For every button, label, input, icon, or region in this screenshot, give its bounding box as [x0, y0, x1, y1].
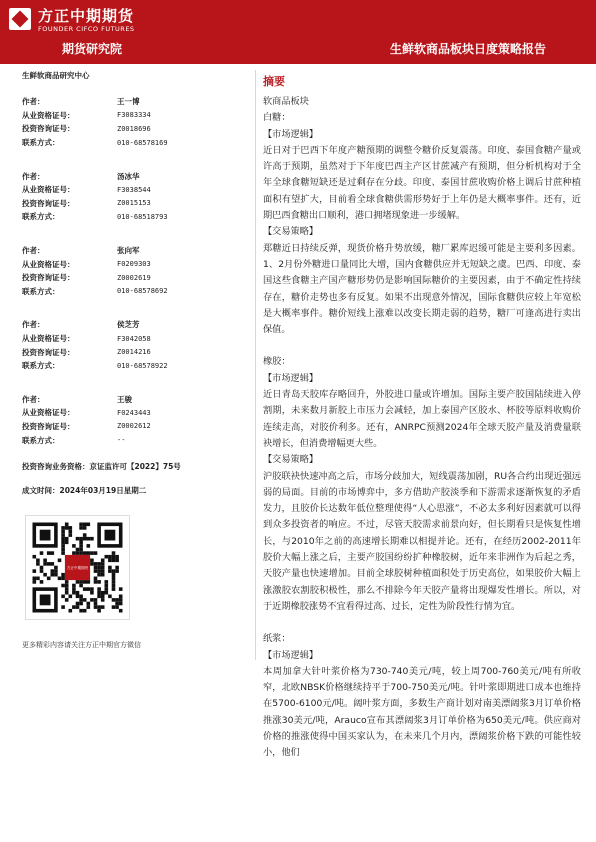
abstract-body — [263, 94, 581, 762]
abstract-paragraph: 【交易策略】 — [263, 454, 319, 466]
author-list — [22, 95, 242, 447]
author-block — [22, 244, 242, 298]
author-name: 王骏 — [117, 394, 132, 404]
author-name: 张向军 — [117, 246, 140, 256]
author-sidebar — [22, 70, 242, 467]
paragraph-gap — [263, 615, 581, 631]
author-info-label: 从业资格证号： — [22, 334, 75, 344]
abstract-paragraph: 近日青岛天胶库存略回升，外胶进口量或许增加。国际主要产胶国陆续进入停割期，未来数月新胶上市压力会减轻，加上泰国产区胶水、杯胶等原料收购价连续走高，对胶价利多。还有，ANRPC预测2024年全球天胶产量及消费量联袂增长，但消费增幅更大些。 — [263, 389, 581, 449]
author-info-value: F3083334 — [117, 111, 151, 120]
author-info-label: 联系方式： — [22, 286, 60, 296]
author-info-value: Z0015153 — [117, 199, 151, 208]
author-info-label: 联系方式： — [22, 435, 60, 445]
author-info-label: 联系方式： — [22, 212, 60, 222]
author-info-label: 投资咨询证号： — [22, 273, 75, 283]
company-name-cn: 方正中期期货 — [38, 7, 135, 25]
author-info-row — [22, 420, 242, 434]
author-info-value: 010-68578169 — [117, 138, 168, 147]
author-info-label: 联系方式： — [22, 138, 60, 148]
author-name: 汤冰华 — [117, 171, 140, 181]
author-info-row — [22, 285, 242, 299]
author-info-row — [22, 183, 242, 197]
author-info-value: F0209303 — [117, 260, 151, 269]
qr-logo-text: 方正中期期货 — [66, 565, 89, 570]
department-name: 期货研究院 — [62, 42, 123, 56]
author-info-row — [22, 406, 242, 420]
author-info-row — [22, 210, 242, 224]
author-info-label: 联系方式： — [22, 361, 60, 371]
author-block — [22, 318, 242, 372]
paragraph-gap — [263, 338, 581, 354]
column-divider — [255, 70, 256, 660]
author-info-label: 投资咨询证号： — [22, 421, 75, 431]
author-info-value: Z0002619 — [117, 273, 151, 282]
author-info-row — [22, 169, 242, 183]
abstract-paragraph: 纸浆： — [263, 633, 291, 645]
report-date: 成文时间：2024年03月19日星期二 — [22, 486, 147, 495]
author-info-row — [22, 332, 242, 346]
author-info-value: F3042058 — [117, 334, 151, 343]
author-info-row — [22, 359, 242, 373]
license-info: 投资咨询业务资格：京证监许可【2022】75号 — [22, 462, 181, 471]
author-info-row — [22, 122, 242, 136]
author-info-value: 010-68518793 — [117, 212, 168, 221]
author-info-value: 010-68578692 — [117, 287, 168, 296]
author-info-value: 010-68578922 — [117, 361, 168, 370]
author-info-label: 从业资格证号： — [22, 110, 75, 120]
abstract-paragraph: 郑糖近日持续反弹，现货价格升势放缓，糖厂累库迟缓可能是主要利多因素。1、2月份外糖进口量同比大增，国内食糖供应并无短缺之虞。巴西、印度、泰国这些食糖主产国产糖形势仍是影响国际糖价的主要因素，由于不确定性持续存在，糖价走势也多有反复。如果不出现意外情况，国际食糖供应较上年宽松是大概率事件。糖价短线上涨难以改变长期走弱的趋势，糖厂可逢高进行卖出保值。 — [263, 242, 581, 336]
abstract-paragraph: 沪胶联袂快速冲高之后，市场分歧加大，短线震荡加剧，RU各合约出现近强远弱的局面。目前的市场博弈中，多方借助产胶淡季和下游需求逐渐恢复的矛盾发力，且胶价长达数年低位整理使得“人心思涨”，不必太多利好因素就可以得到众多投资者的响应。不过，尽管天胶需求前景向好，但长期看只是恢复性增长，与2010年之前的高速增长期难以相提并论。还有，在经历2002-2011年胶价大幅上涨之后，主要产胶国纷纷扩种橡胶树，近年来非洲作为后起之秀，天胶产量也快速增加。目前全球胶树种植面积处于历史高位，如果胶价大幅上涨激胶农割胶积极性，那么不排除今年天胶产量将出现爆发性增长。所以，对于近期橡胶涨势不宜看得过高、过长，定性为阶段性行情为宜。 — [263, 470, 581, 612]
author-block — [22, 95, 242, 149]
author-info-label: 作者： — [22, 97, 45, 107]
company-name-en: FOUNDER CIFCO FUTURES — [38, 25, 135, 33]
qr-caption: 更多精彩内容请关注方正中期官方微信 — [22, 641, 141, 649]
author-info-label: 从业资格证号： — [22, 259, 75, 269]
abstract-paragraph: 【交易策略】 — [263, 226, 319, 238]
abstract-paragraph: 【市场逻辑】 — [263, 128, 319, 140]
report-header — [0, 0, 596, 64]
abstract-section — [263, 74, 581, 762]
author-info-row — [22, 109, 242, 123]
author-info-label: 作者： — [22, 320, 45, 330]
author-info-row — [22, 433, 242, 447]
author-info-value: Z0014216 — [117, 348, 151, 357]
abstract-paragraph: 软商品板块 — [263, 96, 309, 107]
author-info-label: 作者： — [22, 394, 45, 404]
wechat-qr-code-icon — [25, 515, 130, 620]
author-info-row — [22, 257, 242, 271]
report-title: 生鲜软商品板块日度策略报告 — [389, 42, 546, 56]
author-info-row — [22, 136, 242, 150]
abstract-title: 摘要 — [263, 75, 285, 88]
author-info-value: Z0018696 — [117, 124, 151, 133]
research-center-name: 生鲜软商品研究中心 — [22, 71, 90, 80]
author-info-row — [22, 197, 242, 211]
author-info-label: 作者： — [22, 171, 45, 181]
abstract-paragraph: 橡胶： — [263, 356, 291, 368]
company-logo-icon — [9, 8, 31, 30]
author-block — [22, 169, 242, 223]
author-info-row — [22, 393, 242, 407]
abstract-paragraph: 【市场逻辑】 — [263, 649, 319, 661]
abstract-paragraph: 本周加拿大针叶浆价格为730-740美元/吨，较上周700-760美元/吨有所收窄，北欧NBSK价格继续持平于700-750美元/吨。针叶浆即期进口成本也维持在5700-6100元/吨。阔叶浆方面，多数生产商计划对南美漂阔浆3月订单价格推涨30美元/吨，Arauco宣布其漂阔浆3月订单价格为650美元/吨。供应商对价格的推涨使得中国买家认为，在未来几个月内，漂阔浆价格下跌的可能性较小，他们 — [263, 665, 581, 759]
author-info-value: F0243443 — [117, 408, 151, 417]
author-name: 王一博 — [117, 97, 140, 107]
author-info-label: 投资咨询证号： — [22, 198, 75, 208]
author-info-row — [22, 345, 242, 359]
author-info-row — [22, 318, 242, 332]
author-info-value: -- — [117, 436, 126, 445]
author-info-label: 投资咨询证号： — [22, 347, 75, 357]
author-info-value: Z0002612 — [117, 422, 151, 431]
author-info-row — [22, 244, 242, 258]
author-info-row — [22, 95, 242, 109]
author-info-row — [22, 271, 242, 285]
abstract-paragraph: 【市场逻辑】 — [263, 372, 319, 384]
author-info-label: 从业资格证号： — [22, 408, 75, 418]
abstract-paragraph: 近日对于巴西下年度产糖预期的调整令糖价反复震荡。印度、泰国食糖产量或许高于预期，虽然对于下年度巴西主产区甘蔗减产有预期，但分析机构对于全年全球食糖短缺还是过剩存在分歧。印度、泰国甘蔗收购价格上调后甘蔗种植面积有望扩大，目前看全球食糖供需形势好于上年仍是大概率事件。还有，近期巴西食糖出口顺利，港口拥堵现象进一步缓解。 — [263, 144, 581, 222]
author-info-label: 投资咨询证号： — [22, 124, 75, 134]
author-info-label: 作者： — [22, 246, 45, 256]
author-info-value: F3038544 — [117, 185, 151, 194]
abstract-paragraph: 白糖： — [263, 112, 291, 124]
author-block — [22, 393, 242, 447]
author-name: 侯芝芳 — [117, 320, 140, 330]
author-info-label: 从业资格证号： — [22, 185, 75, 195]
